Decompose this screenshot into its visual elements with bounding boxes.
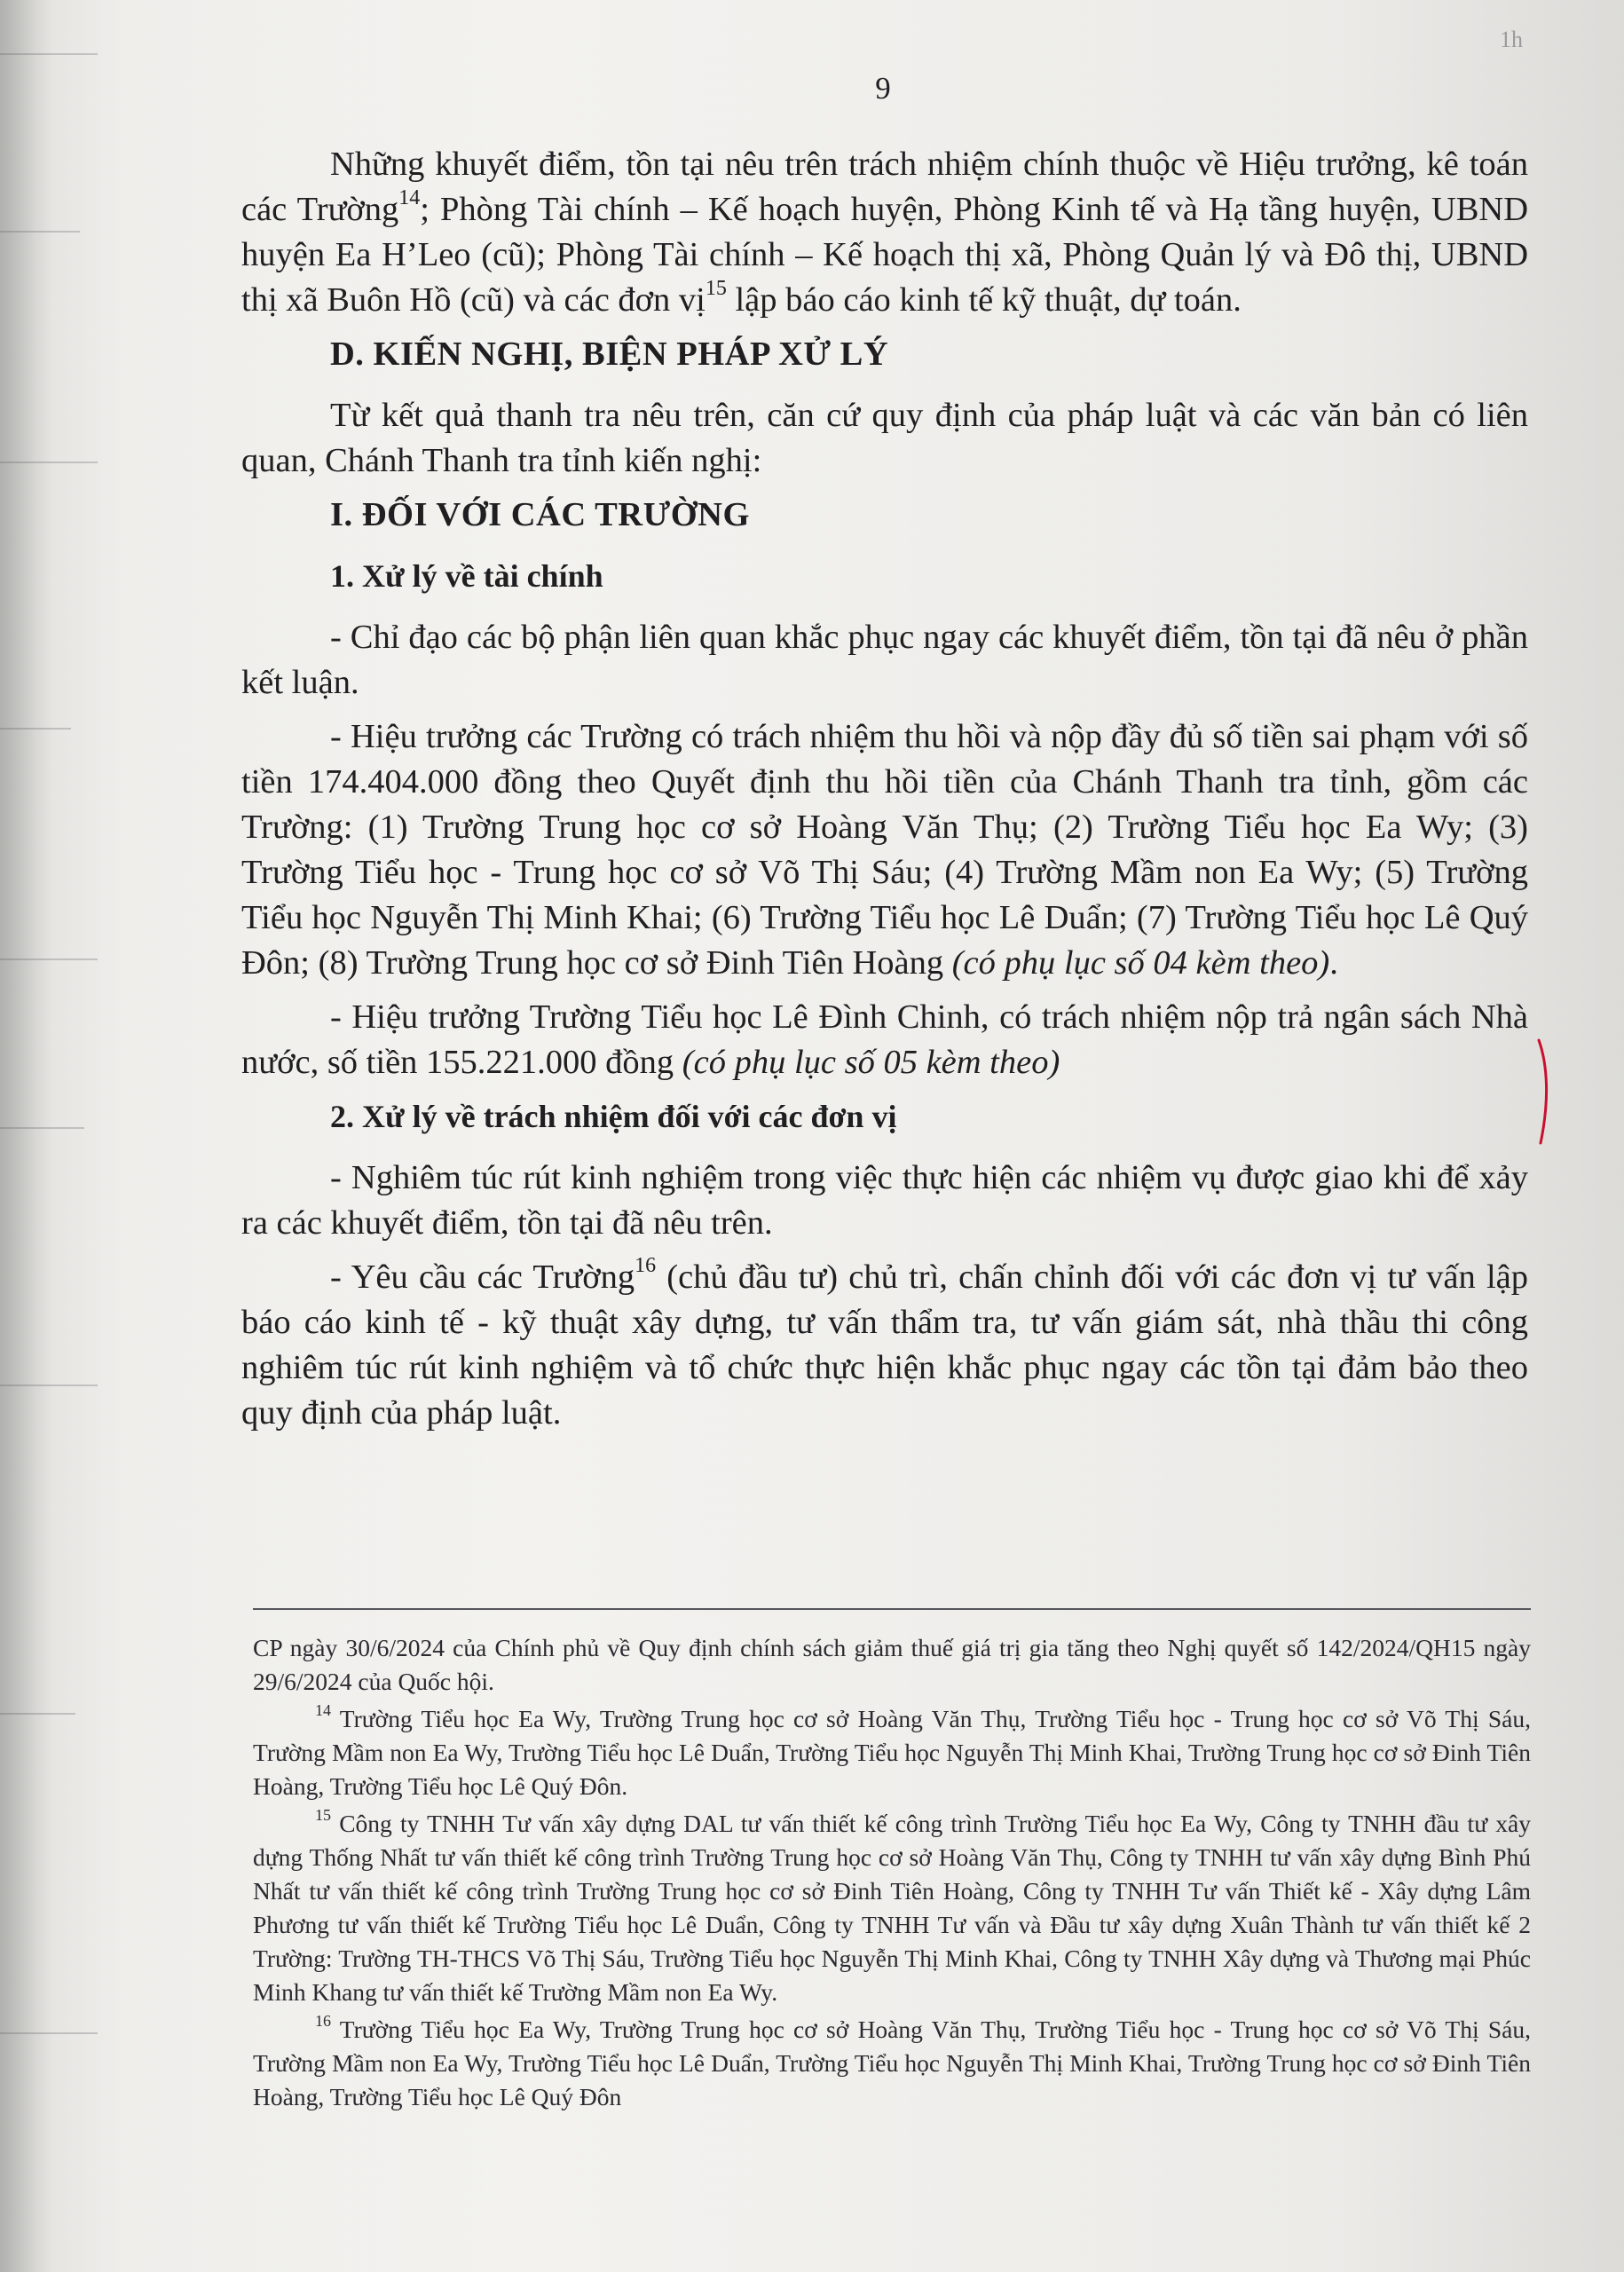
bleed-mark (0, 1384, 98, 1386)
footnote-number: 16 (315, 2011, 331, 2030)
scan-edge-shadow (0, 0, 53, 2272)
bleed-mark (0, 462, 98, 463)
paragraph-direct-fix: - Chỉ đạo các bộ phận liên quan khắc phục ngay các khuyết điểm, tồn tại đã nêu ở phần kết luận. (241, 619, 1528, 701)
footnote-separator (253, 1608, 1531, 1610)
appendix-04-note: (có phụ lục số 04 kèm theo) (951, 944, 1330, 982)
footnote-number: 14 (315, 1700, 331, 1719)
page-number: 9 (875, 71, 891, 106)
heading-part-i: I. ĐỐI VỚI CÁC TRƯỜNG (330, 496, 750, 533)
document-body (241, 142, 1528, 1445)
footnote-ref-14[interactable]: 14 (398, 186, 421, 210)
bleed-mark (0, 53, 98, 55)
bleed-mark (0, 1713, 75, 1715)
heading-unit-responsibility: 2. Xử lý về trách nhiệm đối với các đơn vị (330, 1099, 897, 1134)
heading-section-d: D. KIẾN NGHỊ, BIỆN PHÁP XỬ LÝ (330, 335, 889, 373)
bleed-mark (0, 231, 80, 233)
footnote-number: 15 (315, 1805, 331, 1824)
footnote-15: $^{15}$ Công ty TNHH Tư vấn xây dựng DAL tư vấn thiết kế công trình Trường Tiểu học Ea Wy, Công ty TNHH đầu tư xây dựng Thống Nhất tư vấn thiết kế công trình Trường Trung học cơ sở Hoàng Văn Thụ, Công ty TNHH tư vấn xây dựng Bình Phú Nhất tư vấn thiết kế công trình Trường Trung học cơ sở Đinh Tiên Hoàng, Công ty TNHH Tư vấn Thiết kế - Xây dựng Lâm Phương tư vấn thiết kế Trường Tiểu học Lê Duẩn, Công ty TNHH Tư vấn và Đầu tư xây dựng Xuân Thành tư vấn thiết kế 2 Trường: Trường TH-THCS Võ Thị Sáu, Trường Tiểu học Nguyễn Thị Minh Khai, Công ty TNHH Xây dựng và Thương mại Phúc Minh Khang tư vấn thiết kế Trường Mầm non Ea Wy. (253, 1805, 1531, 2006)
paragraph-le-dinh-chinh: - Hiệu trưởng Trường Tiểu học Lê Đình Chinh, có trách nhiệm nộp trả ngân sách Nhà nước, số tiền 155.221.000 đồng (có phụ lục số 05 kèm theo) (241, 998, 1528, 1081)
footnote-14: $^{14}$ Trường Tiểu học Ea Wy, Trường Trung học cơ sở Hoàng Văn Thụ, Trường Tiểu học - Trung học cơ sở Võ Thị Sáu, Trường Mầm non Ea Wy, Trường Tiểu học Lê Duẩn, Trường Tiểu học Nguyễn Thị Minh Khai, Trường Trung học cơ sở Đinh Tiên Hoàng, Trường Tiểu học Lê Quý Đôn. (253, 1700, 1531, 1800)
footnotes (253, 1631, 1531, 2118)
bleed-mark (0, 1127, 84, 1129)
red-pen-mark (1533, 1038, 1553, 1145)
bleed-mark (0, 728, 71, 730)
footnote-16: $^{16}$ Trường Tiểu học Ea Wy, Trường Trung học cơ sở Hoàng Văn Thụ, Trường Tiểu học - Trung học cơ sở Võ Thị Sáu, Trường Mầm non Ea Wy, Trường Tiểu học Lê Duẩn, Trường Tiểu học Nguyễn Thị Minh Khai, Trường Trung học cơ sở Đinh Tiên Hoàng, Trường Tiểu học Lê Quý Đôn (253, 2011, 1531, 2110)
paragraph-require-schools: - Yêu cầu các Trường$^{16}$ (chủ đầu tư) chủ trì, chấn chỉnh đối với các đơn vị tư vấn lập báo cáo kinh tế - kỹ thuật xây dựng, tư vấn thẩm tra, tư vấn giám sát, nhà thầu thi công nghiêm túc rút kinh nghiệm và tổ chức thực hiện khắc phục ngay các tồn tại đảm bảo theo quy định của pháp luật. (241, 1254, 1528, 1432)
paragraph-intro-recommendations: Từ kết quả thanh tra nêu trên, căn cứ quy định của pháp luật và các văn bản có liên quan, Chánh Thanh tra tỉnh kiến nghị: (241, 397, 1528, 479)
footnote-continuation: CP ngày 30/6/2024 của Chính phủ về Quy định chính sách giảm thuế giá trị gia tăng theo Nghị quyết số 142/2024/QH15 ngày 29/6/2024 của Quốc hội. (253, 1634, 1531, 1695)
appendix-05-note: (có phụ lục số 05 kèm theo) (682, 1044, 1060, 1081)
paragraph-responsibility: Những khuyết điểm, tồn tại nêu trên trách nhiệm chính thuộc về Hiệu trưởng, kê toán các Trường$^{14}$; Phòng Tài chính – Kế hoạch huyện, Phòng Kinh tế và Hạ tầng huyện, UBND huyện Ea H’Leo (cũ); Phòng Tài chính – Kế hoạch thị xã, Phòng Quản lý và Đô thị, UBND thị xã Buôn Hồ (cũ) và các đơn vị$^{15}$ lập báo cáo kinh tế kỹ thuật, dự toán. (241, 146, 1529, 319)
footnote-ref-16[interactable]: 16 (635, 1254, 657, 1278)
bleed-mark (0, 958, 98, 960)
paragraph-recover-funds: - Hiệu trưởng các Trường có trách nhiệm thu hồi và nộp đầy đủ số tiền sai phạm với số tiền 174.404.000 đồng theo Quyết định thu hồi tiền của Chánh Thanh tra tỉnh, gồm các Trường: (1) Trường Trung học cơ sở Hoàng Văn Thụ; (2) Trường Tiểu học Ea Wy; (3) Trường Tiểu học - Trung học cơ sở Võ Thị Sáu; (4) Trường Mầm non Ea Wy; (5) Trường Tiểu học Nguyễn Thị Minh Khai; (6) Trường Tiểu học Lê Duẩn; (7) Trường Tiểu học Lê Quý Đôn; (8) Trường Trung học cơ sở Đinh Tiên Hoàng (có phụ lục số 04 kèm theo). (241, 718, 1528, 982)
corner-mark: 1h (1500, 27, 1523, 52)
bleed-mark (0, 2032, 98, 2034)
paragraph-lessons-learned: - Nghiêm túc rút kinh nghiệm trong việc thực hiện các nhiệm vụ được giao khi để xảy ra các khuyết điểm, tồn tại đã nêu trên. (241, 1159, 1528, 1242)
footnote-ref-15[interactable]: 15 (705, 277, 727, 301)
heading-financial-handling: 1. Xử lý về tài chính (330, 558, 603, 594)
